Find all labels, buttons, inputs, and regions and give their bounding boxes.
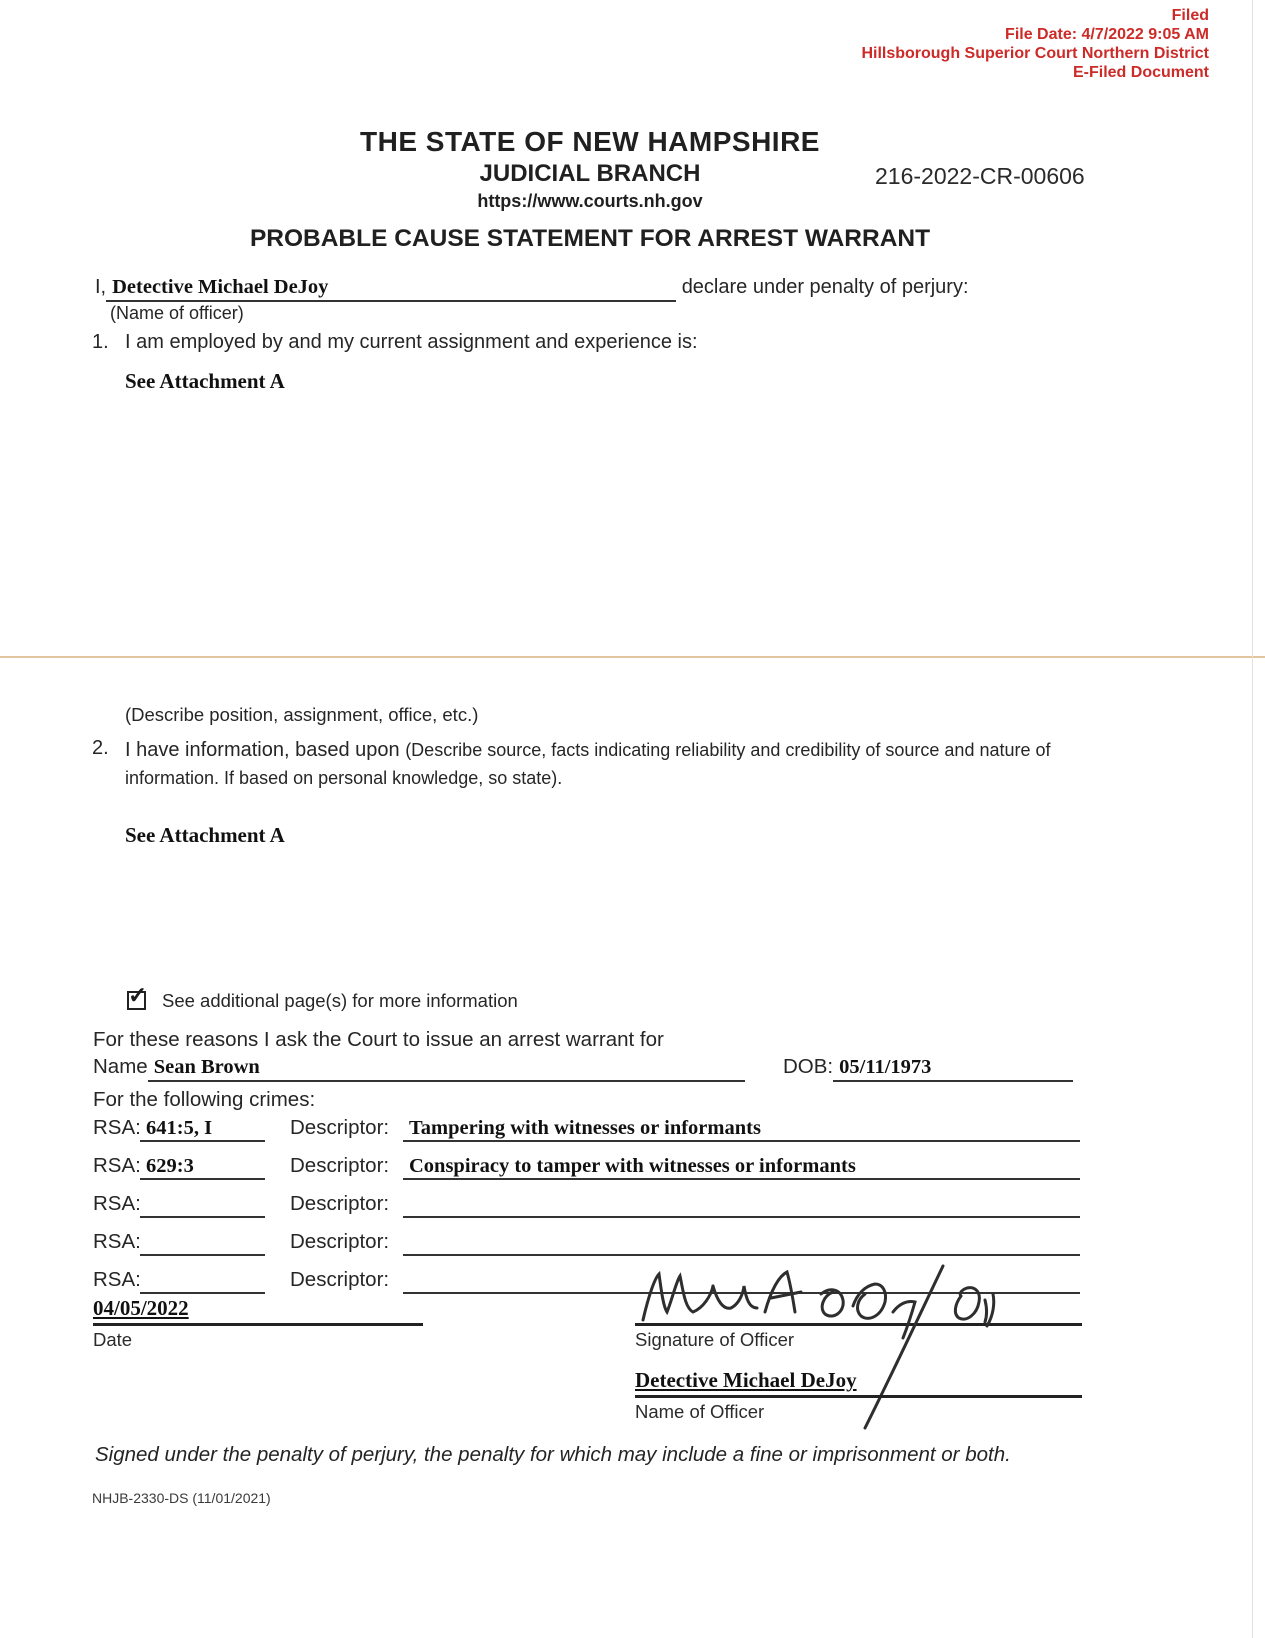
state-title: THE STATE OF NEW HAMPSHIRE	[360, 126, 820, 157]
rsa-field	[140, 1116, 265, 1142]
rsa-label: RSA:	[93, 1230, 141, 1253]
crime-row	[0, 1192, 1265, 1226]
date-block	[93, 1296, 423, 1351]
descriptor-value: Conspiracy to tamper with witnesses or informants	[409, 1155, 856, 1177]
additional-pages-label: See additional page(s) for more information	[162, 990, 518, 1011]
rsa-field	[140, 1154, 265, 1180]
document-title: PROBABLE CAUSE STATEMENT FOR ARREST WARRANT	[249, 225, 931, 252]
descriptor-label: Descriptor:	[290, 1116, 390, 1139]
name-label: Name	[93, 1055, 148, 1078]
descriptor-label: Descriptor:	[290, 1268, 390, 1291]
subject-name-value: Sean Brown	[153, 1056, 260, 1078]
rsa-label: RSA:	[93, 1154, 141, 1177]
subject-name-field	[148, 1055, 745, 1082]
additional-pages-row	[127, 982, 518, 1014]
dob-value: 05/11/1973	[839, 1056, 932, 1078]
scan-artifact-line	[0, 656, 1265, 658]
item2-attachment: See Attachment A	[125, 823, 285, 847]
stamp-efiled: E-Filed Document	[1072, 64, 1209, 81]
dob-field	[833, 1055, 1073, 1082]
rsa-value: 629:3	[146, 1155, 194, 1177]
crime-row	[0, 1116, 1265, 1150]
checkmark-icon: ✓	[128, 982, 148, 1008]
form-number: NHJB-2330-DS (11/01/2021)	[92, 1490, 271, 1506]
name-of-officer-label: Name of Officer	[635, 1401, 765, 1422]
date-label: Date	[93, 1329, 133, 1350]
rsa-field	[140, 1268, 265, 1294]
perjury-statement: Signed under the penalty of perjury, the penalty for which may include a fine or imprisonment or both.	[95, 1443, 1011, 1466]
descriptor-field	[403, 1154, 1080, 1180]
court-url: https://www.courts.nh.gov	[477, 191, 703, 211]
item2-paren: (Describe source, facts indicating reliability and credibility of source and nature of information. If based on personal knowledge, so state).	[125, 740, 1051, 788]
declaration-suffix: declare under penalty of perjury:	[681, 276, 969, 298]
officer-name-field-bottom	[635, 1368, 1082, 1398]
name-of-officer-caption: (Name of officer)	[110, 303, 244, 323]
descriptor-field	[403, 1116, 1080, 1142]
item2-lead: I have information, based upon	[125, 739, 406, 761]
descriptor-label: Descriptor:	[290, 1154, 390, 1177]
officer-name-block	[635, 1368, 1082, 1423]
crimes-heading: For the following crimes:	[93, 1088, 316, 1111]
rsa-label: RSA:	[93, 1192, 141, 1215]
request-line: For these reasons I ask the Court to issue an arrest warrant for	[93, 1028, 664, 1051]
signature-block	[635, 1288, 1082, 1351]
case-number: 216-2022-CR-00606	[875, 163, 1085, 189]
declaration-prefix: I,	[95, 276, 107, 298]
additional-pages-checkbox	[127, 982, 148, 1010]
descriptor-field	[403, 1192, 1080, 1218]
officer-name-field	[106, 276, 676, 302]
officer-name-value: Detective Michael DeJoy	[112, 276, 329, 298]
dob-part	[783, 1055, 1073, 1082]
branch-title: JUDICIAL BRANCH	[479, 160, 701, 187]
descriptor-value: Tampering with witnesses or informants	[409, 1117, 761, 1139]
declaration-line	[95, 276, 969, 302]
efile-stamp	[861, 6, 1209, 82]
rsa-label: RSA:	[93, 1268, 141, 1291]
descriptor-label: Descriptor:	[290, 1192, 390, 1215]
item1-number: 1.	[92, 331, 109, 353]
date-value: 04/05/2022	[93, 1296, 189, 1320]
officer-name-value-bottom: Detective Michael DeJoy	[635, 1368, 857, 1392]
describe-position-caption: (Describe position, assignment, office, etc.)	[125, 704, 479, 725]
item1-text: I am employed by and my current assignment and experience is:	[125, 331, 698, 353]
item2-number: 2.	[92, 737, 109, 759]
rsa-value: 641:5, I	[146, 1117, 213, 1139]
crime-row	[0, 1154, 1265, 1188]
rsa-label: RSA:	[93, 1116, 141, 1139]
rsa-field	[140, 1192, 265, 1218]
descriptor-label: Descriptor:	[290, 1230, 390, 1253]
stamp-file-date: File Date: 4/7/2022 9:05 AM	[1005, 26, 1209, 43]
stamp-filed: Filed	[1171, 7, 1209, 24]
dob-label: DOB:	[783, 1055, 834, 1078]
item1-attachment: See Attachment A	[125, 369, 285, 393]
stamp-court: Hillsborough Superior Court Northern District	[861, 45, 1209, 62]
scan-edge-line	[1252, 0, 1253, 1638]
subject-name-row	[93, 1055, 932, 1082]
signature-label: Signature of Officer	[635, 1329, 795, 1350]
item2-text	[125, 736, 1115, 792]
date-field	[93, 1296, 423, 1326]
rsa-field	[140, 1230, 265, 1256]
